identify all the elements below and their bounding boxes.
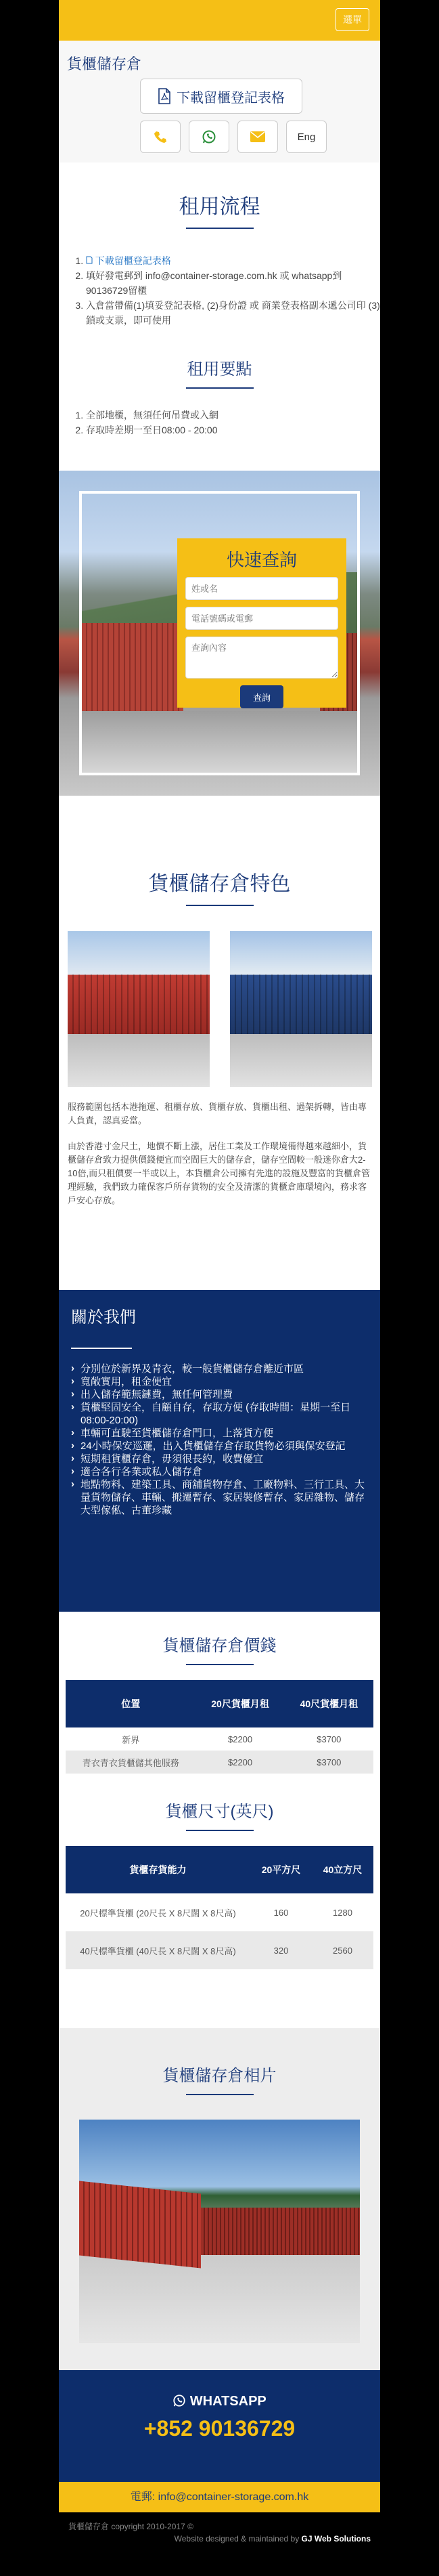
whatsapp-icon [202, 129, 216, 144]
email-link[interactable]: 電郵: info@container-storage.com.hk [59, 2482, 380, 2512]
rules-title-rule [186, 387, 254, 389]
table-header: 貨櫃存貨能力 [66, 1846, 250, 1893]
process-step-2: 2. 填好發電郵到 info@container-storage.com.hk 或 whatsapp到 90136729留櫃 [86, 268, 380, 298]
pricing-table [66, 1680, 373, 1774]
download-form-button[interactable] [140, 79, 302, 114]
sizes-table [66, 1846, 373, 1969]
download-label: 下載留櫃登記表格 [177, 90, 285, 106]
table-cell: $2200 [227, 1734, 253, 1744]
gallery-title-rule [186, 2094, 254, 2095]
table-header: 40立方尺 [312, 1846, 373, 1893]
table-cell: $3700 [317, 1734, 342, 1744]
about-item: › 地點物料、建築工具、商舖貨物存倉、工廠物料、三行工具、大量貨物儲存、車輛、搬遷暫存、家居裝修暫存、家居雜物、儲存大型傢俬、古董珍藏 [71, 1478, 368, 1517]
about-title: 關於我們 [71, 1308, 136, 1327]
name-input[interactable] [185, 577, 338, 600]
message-input[interactable] [185, 637, 338, 679]
gallery-title: 貨櫃儲存倉相片 [162, 2067, 277, 2085]
sizes-section [59, 1798, 380, 1969]
process-step-3: 3. 入倉當帶備(1)填妥登記表格, (2)身份證 或 商業登表格副本遞公司印 (3) 鎖或支票，即可使用 [86, 298, 380, 328]
pricing-title-rule [186, 1664, 254, 1665]
download-form-link[interactable]: 下載留櫃登記表格 [86, 255, 171, 266]
about-list [71, 1362, 368, 1517]
process-steps [59, 253, 380, 328]
table-header: 20平方尺 [250, 1846, 312, 1893]
about-item: › 貨櫃堅固安全，自顧自存，存取方便 (存取時間：星期一至日08:00-20:00) [71, 1401, 368, 1427]
credit-prefix: Website designed & maintained by [174, 2534, 300, 2543]
table-cell: 新界 [122, 1734, 140, 1745]
about-item: › 分別位於新界及青衣，較一般貨櫃儲存倉離近市區 [71, 1362, 368, 1375]
about-item: › 寬敞實用，租金便宜 [71, 1375, 368, 1388]
whatsapp-banner [59, 2370, 380, 2482]
contact-input[interactable] [185, 607, 338, 630]
about-item: › 出入儲存範無鏈費，無任何管理費 [71, 1388, 368, 1401]
whatsapp-button[interactable] [189, 121, 229, 153]
rule-item: 2. 存取時差期一至日08:00 - 20:00 [86, 423, 380, 437]
credit-row [68, 2533, 371, 2545]
sizes-title: 貨櫃尺寸(英尺) [165, 1803, 274, 1821]
table-cell: 1280 [333, 1907, 352, 1918]
about-item: › 適合各行各業或私人儲存倉 [71, 1465, 368, 1478]
pricing-title: 貨櫃儲存倉價錢 [162, 1637, 277, 1655]
features-text [68, 1100, 372, 1207]
copyright-text: 貨櫃儲存倉 copyright 2010-2017 © [68, 2522, 193, 2531]
table-row [66, 1893, 373, 1931]
menu-button[interactable]: 選單 [336, 8, 369, 31]
about-item: › 24小時保安巡邏，出入貨櫃儲存倉存取貨物必須與保安登記 [71, 1440, 368, 1453]
features-paragraph-2: 由於香港寸金尺土，地價不斷上漲，居住工業及工作環境備得越來越細小，貨櫃儲存倉致力提供價錢便宜而空間巨大的儲存倉，儲存空間較一般迷你倉大2-10倍,而只租價要一半或以上，本貨櫃倉公司擁有先進的設施及豐富的貨櫃倉管理經驗，我們致力確保客戶所存貨物的安全及清潔的貨櫃倉庫環境內，務求客戶安心存放。 [68, 1141, 371, 1205]
table-cell: 320 [250, 1931, 312, 1969]
rules-section [59, 356, 380, 437]
rules-list [59, 408, 380, 437]
rule-item: 1. 全部地櫃，無須任何吊費或入網 [86, 408, 380, 423]
features-paragraph-1: 服務範圍包括本港拖運、租櫃存放、貨櫃存放、貨櫃出租、過架拆轉，皆由專人負責，認真妥當。 [68, 1102, 367, 1125]
table-header: 40尺貨櫃月租 [285, 1680, 373, 1727]
sizes-title-rule [186, 1830, 254, 1831]
blue-containers-photo [230, 931, 372, 1087]
table-row [66, 1727, 373, 1751]
table-header: 位置 [66, 1680, 195, 1727]
enquiry-title: 快速查詢 [226, 550, 297, 570]
table-header-row [66, 1680, 373, 1727]
whatsapp-icon [172, 2394, 186, 2407]
pdf-file-icon [158, 88, 171, 104]
email-button[interactable] [237, 121, 278, 153]
table-cell: 40尺標準貨櫃 (40尺長 X 8尺闊 X 8尺高) [66, 1931, 250, 1969]
table-cell: $2200 [195, 1751, 284, 1774]
table-cell: 2560 [312, 1931, 373, 1969]
phone-button[interactable] [140, 121, 181, 153]
table-header-row [66, 1846, 373, 1893]
site-title: 貨櫃儲存倉 [67, 56, 142, 72]
hero-banner [59, 471, 380, 796]
process-step-1 [86, 253, 380, 268]
contact-buttons [140, 121, 327, 153]
about-title-rule [71, 1348, 132, 1349]
top-bar [59, 0, 380, 41]
table-cell: 20尺標準貨櫃 (20尺長 X 8尺闊 X 8尺高) [80, 1908, 236, 1918]
red-containers-photo [68, 931, 210, 1087]
table-row [66, 1931, 373, 1969]
table-header: 20尺貨櫃月租 [195, 1680, 284, 1727]
features-section [59, 867, 380, 906]
whatsapp-label: WHATSAPP [189, 2394, 267, 2409]
features-title-rule [186, 905, 254, 906]
table-row [66, 1751, 373, 1774]
footer [59, 2512, 380, 2576]
language-button[interactable]: Eng [286, 121, 327, 153]
enquiry-form [177, 538, 346, 708]
gallery-photo[interactable] [79, 2120, 360, 2343]
pricing-section [59, 1632, 380, 1774]
table-cell: 160 [273, 1907, 289, 1918]
gallery-section [59, 2028, 380, 2370]
header [59, 41, 380, 163]
table-cell: 青衣青衣貨櫃儲其他服務 [66, 1751, 195, 1774]
envelope-icon [250, 131, 265, 142]
rules-title: 租用要點 [187, 360, 252, 379]
enquiry-submit-button[interactable]: 查詢 [240, 685, 283, 708]
process-title-rule [186, 228, 254, 229]
whatsapp-phone-link[interactable]: +852 90136729 [143, 2416, 296, 2441]
about-item: › 車輛可直駛至貨櫃儲存倉門口，上落貨方便 [71, 1427, 368, 1440]
features-title: 貨櫃儲存倉特色 [148, 873, 291, 895]
phone-icon [154, 130, 167, 144]
whatsapp-label-row [59, 2370, 380, 2409]
about-section [59, 1290, 380, 1612]
process-section [59, 190, 380, 328]
about-item: › 短期租貨櫃存倉，毋須很長約，收費優宜 [71, 1453, 368, 1465]
table-cell: $3700 [285, 1751, 373, 1774]
credit-link[interactable]: GJ Web Solutions [301, 2534, 371, 2543]
process-title: 租用流程 [179, 196, 260, 218]
pdf-file-icon [86, 256, 93, 264]
